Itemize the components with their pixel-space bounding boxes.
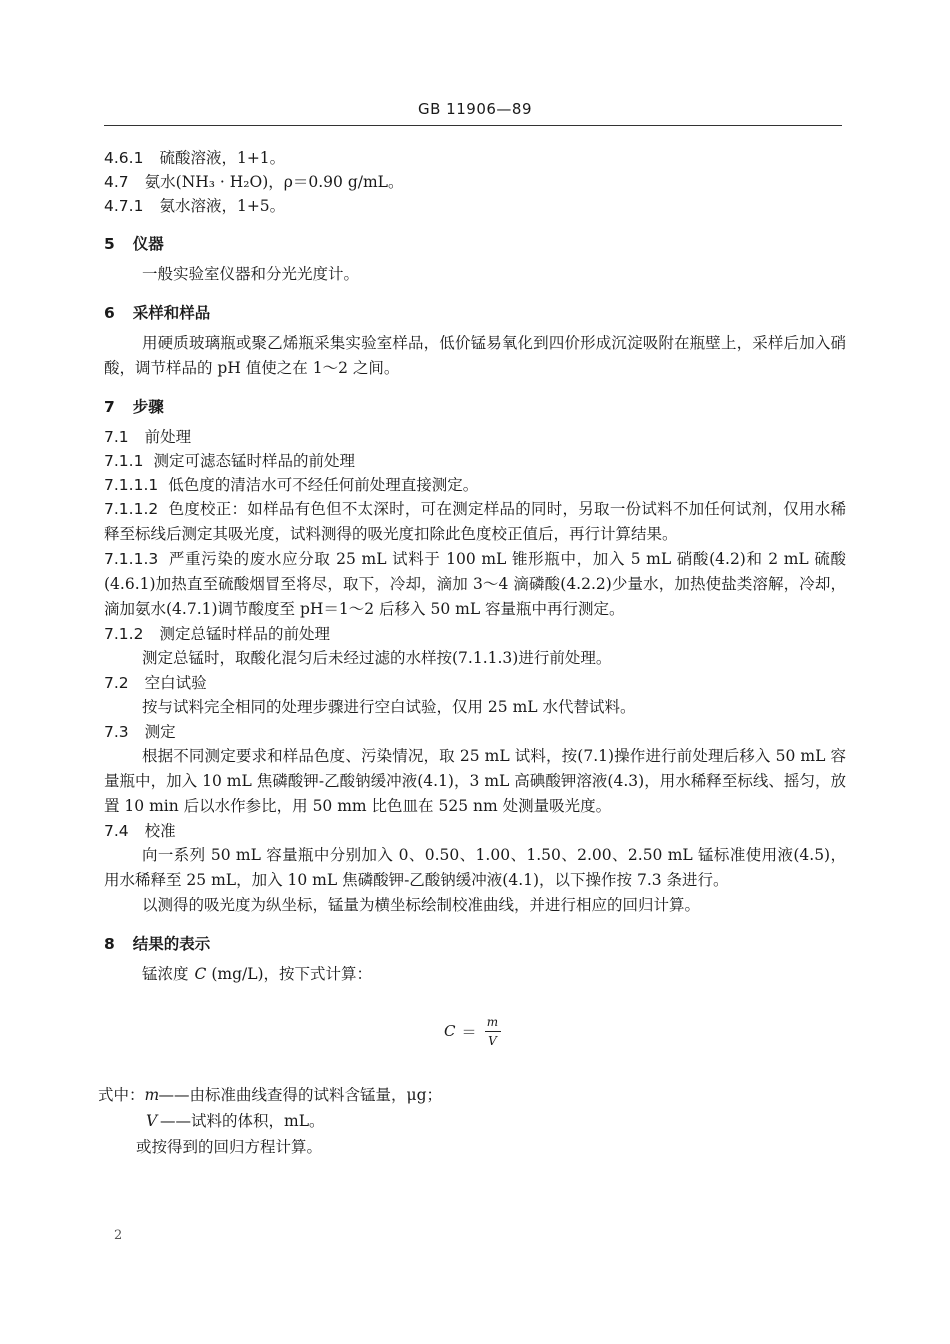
where-variable: m xyxy=(144,1086,160,1104)
clause-number: 7.3 xyxy=(104,723,129,741)
clause-text: 严重污染的废水应分取 25 mL 试料于 100 mL 锥形瓶中，加入 5 mL 硝酸(4.2)和 2 mL 硫酸(4.6.1)加热直至硫酸烟冒至将尽，取下，冷却，滴加 3～4 滴磷酸(4.2.2)少量水，加热使盐类溶解，冷却，滴加氨水(4.7.1)调节酸度至 pH＝1～2 后移入 50 mL 容量瓶中再行测定。 xyxy=(104,550,846,618)
regression-note xyxy=(98,1134,846,1160)
where-label: 式中： xyxy=(98,1086,145,1104)
section-title: 步骤 xyxy=(132,398,164,416)
clause-7-1 xyxy=(104,425,846,449)
page-number: 2 xyxy=(114,1228,123,1243)
clause-4-6-1 xyxy=(104,146,846,170)
clause-7-1-2-body xyxy=(104,646,846,671)
paragraph: 用硬质玻璃瓶或聚乙烯瓶采集实验室样品，低价锰易氧化到四价形成沉淀吸附在瓶壁上，采样后加入硝酸，调节样品的 pH 值使之在 1～2 之间。 xyxy=(104,334,846,377)
section-number: 8 xyxy=(104,935,115,953)
where-m xyxy=(98,1082,846,1108)
intro-text: (mg/L)，按下式计算： xyxy=(206,965,373,983)
section-title: 仪器 xyxy=(132,235,164,253)
clause-7-1-1-1 xyxy=(104,473,846,497)
intro-text: 锰浓度 xyxy=(142,965,189,983)
formula-fraction xyxy=(485,1015,501,1048)
formula-intro xyxy=(104,962,846,986)
clause-number: 7.1 xyxy=(104,428,129,446)
clause-4-7 xyxy=(104,170,846,194)
clause-7-3 xyxy=(104,720,846,744)
section-7-heading xyxy=(104,395,846,419)
formula-lhs: C xyxy=(444,1022,456,1040)
paragraph: 一般实验室仪器和分光光度计。 xyxy=(142,265,360,283)
clause-7-1-1 xyxy=(104,449,846,473)
fraction-bar xyxy=(485,1031,501,1032)
clause-number: 4.6.1 xyxy=(104,149,144,167)
clause-7-4 xyxy=(104,819,846,843)
clause-text: 氨水溶液，1+5。 xyxy=(159,197,286,215)
formula-equals: ＝ xyxy=(461,1022,477,1041)
clause-number: 7.4 xyxy=(104,822,129,840)
paragraph: 根据不同测定要求和样品色度、污染情况，取 25 mL 试料，按(7.1)操作进行前处理后移入 50 mL 容量瓶中，加入 10 mL 焦磷酸钾-乙酸钠缓冲液(4.1)，3 mL 高碘酸钾溶液(4.3)，用水稀释至标线、摇匀，放置 10 min 后以水作参比，用 50 mm 比色皿在 525 nm 处测量吸光度。 xyxy=(104,747,846,815)
where-variable: V xyxy=(146,1112,158,1130)
clause-7-4-body xyxy=(104,843,846,918)
paragraph: 向一系列 50 mL 容量瓶中分别加入 0、0.50、1.00、1.50、2.00、2.50 mL 锰标准使用液(4.5)，用水稀释至 25 mL，加入 10 mL 焦磷酸钾-乙酸钠缓冲液(4.1)，以下操作按 7.3 条进行。 xyxy=(104,846,846,889)
clause-text: 色度校正：如样品有色但不太深时，可在测定样品的同时，另取一份试料不加任何试剂，仅用水稀释至标线后测定其吸光度，试料测得的吸光度扣除此色度校正值后，再行计算结果。 xyxy=(104,500,846,543)
clause-text: 氨水(NH₃ · H₂O)，ρ＝0.90 g/mL。 xyxy=(144,173,404,191)
document-body xyxy=(98,146,846,1160)
document-header: GB 11906—89 xyxy=(418,100,532,118)
intro-variable: C xyxy=(194,965,207,983)
section-5-heading xyxy=(104,232,846,256)
header-rule xyxy=(104,125,842,126)
clause-title: 前处理 xyxy=(144,428,192,446)
clause-number: 7.1.1.2 xyxy=(104,500,159,518)
where-text: ——试料的体积，mL。 xyxy=(160,1112,325,1130)
clause-7-1-2 xyxy=(104,622,846,646)
clause-number: 7.1.1.3 xyxy=(104,550,159,568)
paragraph: 按与试料完全相同的处理步骤进行空白试验，仅用 25 mL 水代替试料。 xyxy=(142,698,636,716)
clause-7-2 xyxy=(104,671,846,695)
note-text: 或按得到的回归方程计算。 xyxy=(136,1138,323,1156)
clause-7-2-body xyxy=(104,695,846,720)
clause-title: 空白试验 xyxy=(144,674,207,692)
section-6-heading xyxy=(104,301,846,325)
clause-title: 测定总锰时样品的前处理 xyxy=(159,625,330,643)
clause-number: 7.1.2 xyxy=(104,625,144,643)
section-8-heading xyxy=(104,932,846,956)
paragraph: 以测得的吸光度为纵坐标，锰量为横坐标绘制校准曲线，并进行相应的回归计算。 xyxy=(142,896,701,914)
formula-denominator: V xyxy=(488,1033,497,1048)
where-text: ——由标准曲线查得的试料含锰量，μg； xyxy=(158,1086,443,1104)
section-5-body xyxy=(104,262,846,287)
formula xyxy=(104,1008,846,1054)
section-number: 6 xyxy=(104,304,115,322)
clause-number: 7.2 xyxy=(104,674,129,692)
clause-number: 7.1.1 xyxy=(104,452,144,470)
clause-number: 7.1.1.1 xyxy=(104,476,159,494)
paragraph: 测定总锰时，取酸化混匀后未经过滤的水样按(7.1.1.3)进行前处理。 xyxy=(142,649,612,667)
clause-text: 硫酸溶液，1+1。 xyxy=(159,149,286,167)
clause-title: 测定 xyxy=(144,723,176,741)
clause-title: 校准 xyxy=(144,822,176,840)
clause-7-3-body xyxy=(104,744,846,819)
section-6-body xyxy=(104,331,846,381)
clause-title: 测定可滤态锰时样品的前处理 xyxy=(153,452,355,470)
clause-4-7-1 xyxy=(104,194,846,218)
section-title: 采样和样品 xyxy=(132,304,211,322)
section-number: 5 xyxy=(104,235,115,253)
clause-7-1-1-3 xyxy=(104,547,846,622)
section-number: 7 xyxy=(104,398,115,416)
clause-number: 4.7.1 xyxy=(104,197,144,215)
clause-number: 4.7 xyxy=(104,173,129,191)
clause-text: 低色度的清洁水可不经任何前处理直接测定。 xyxy=(168,476,479,494)
section-title: 结果的表示 xyxy=(132,935,211,953)
clause-7-1-1-2 xyxy=(104,497,846,547)
where-v xyxy=(98,1108,846,1134)
formula-numerator: m xyxy=(486,1014,499,1029)
